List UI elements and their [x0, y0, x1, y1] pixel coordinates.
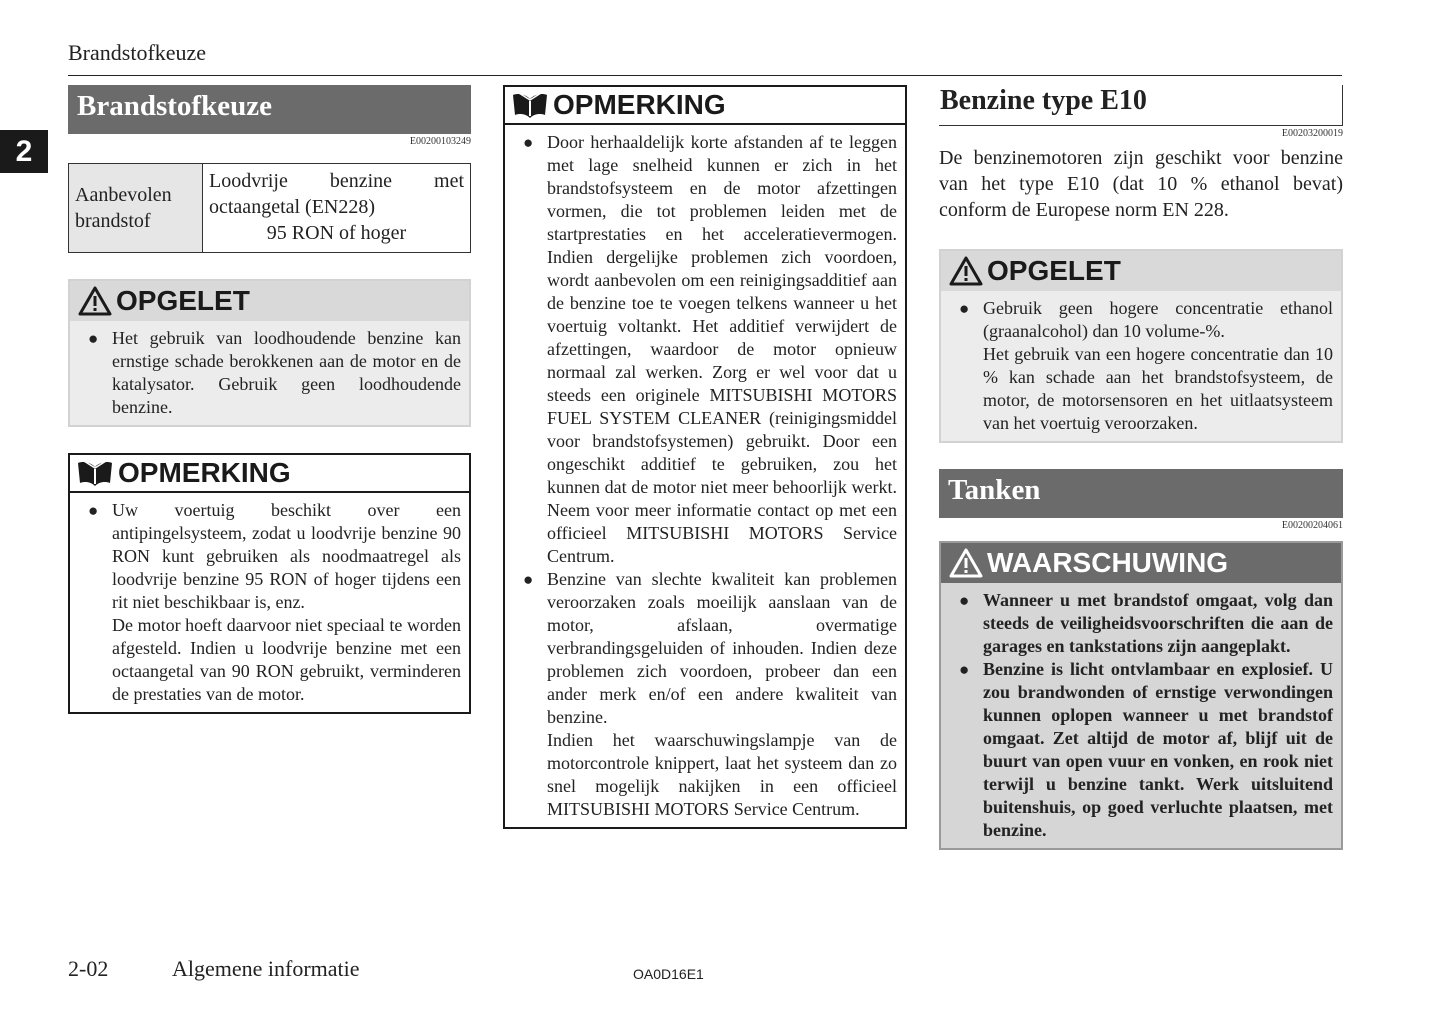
- e10-body-text: De benzinemotoren zijn geschikt voor benzine van het type E10 (dat 10 % ethanol bevat) conform de Europese norm EN 228.: [939, 147, 1343, 221]
- note-body: [70, 493, 469, 712]
- bullet-icon: ●: [523, 133, 534, 152]
- warning-triangle-icon: [78, 286, 112, 316]
- subsection-code: E00203200019: [1281, 128, 1343, 139]
- bullet-icon: ●: [88, 501, 99, 520]
- spec-value: [203, 164, 470, 252]
- bullet-text: Benzine is licht ontvlambaar en explosief. U zou brandwonden of ernstige verwondingen kunnen oplopen wanneer u met brandstof omgaat. Zet altijd de motor af, blijf uit de buurt van open vuur en vonken, en rook niet terwijl u benzine tankt. Werk uitsluitend buitenshuis, op goed verluchte plaatsen, met benzine.: [983, 659, 1333, 840]
- warning-body: [941, 583, 1341, 848]
- page-number: 2-02: [68, 956, 109, 981]
- note-title: OPMERKING: [118, 457, 291, 488]
- spec-value-line2: 95 RON of hoger: [266, 222, 407, 244]
- note-box: [503, 85, 907, 829]
- bullet-icon: ●: [88, 329, 99, 348]
- open-book-icon: [76, 459, 114, 487]
- section-code: E00200103249: [409, 136, 471, 147]
- list-item: [88, 327, 461, 419]
- running-head: Brandstofkeuze: [68, 40, 207, 65]
- list-item: [523, 568, 897, 821]
- column-1: [68, 85, 471, 714]
- bullet-text: Door herhaaldelijk korte afstanden af te leggen met lage snelheid kunnen er zich in het brandstofsysteem en de motor afzettingen vormen, die tot problemen leiden met de startprestaties en het acceleratievermogen. Indien dergelijke problemen zich voordoen, wordt aanbevolen om een reinigingsadditief aan de benzine toe te voegen telkens wanneer u het voertuig voltankt. Het additief verwijdert de afzettingen, waardoor de motor opnieuw normaal zal werken. Zorg er wel voor dat u steeds een originele MITSUBISHI MOTORS FUEL SYSTEM CLEANER (reinigingsmiddel voor brandstofsystemen) gebruikt. Door een ongeschikt additief te gebruiken, zou het kunnen dat de motor niet meer behoorlijk werkt. Neem voor meer informatie contact op met een officieel MITSUBISHI MOTORS Service Centrum.: [547, 132, 897, 566]
- caution-header: [941, 251, 1341, 291]
- caution-body: [70, 321, 469, 425]
- subsection-title-e10: Benzine type E10: [939, 85, 1343, 126]
- list-item: [959, 297, 1333, 435]
- note-box: [68, 453, 471, 714]
- caution-box: [68, 279, 471, 427]
- open-book-icon: [511, 91, 549, 119]
- bullet-text: Wanneer u met brandstof omgaat, volg dan steeds de veiligheidsvoorschriften die aan de garages en tankstations zijn aangeplakt.: [983, 590, 1333, 656]
- bullet-icon: ●: [959, 299, 970, 318]
- spec-value-line1: Loodvrije benzine met octaangetal (EN228): [209, 170, 464, 218]
- list-item: [959, 589, 1333, 658]
- warning-box: [939, 541, 1343, 850]
- caution-body: [941, 291, 1341, 441]
- note-header: [70, 455, 469, 493]
- fuel-spec-table: [68, 163, 471, 253]
- section-title-tanken: Tanken: [939, 469, 1343, 518]
- warning-triangle-icon: [949, 548, 983, 578]
- list-item: [959, 658, 1333, 842]
- list-item: [88, 499, 461, 706]
- bullet-paragraph: Indien het waarschuwingslampje van de motorcontrole knippert, laat het systeem dan zo snel mogelijk nakijken in een officieel MITSUBISHI MOTORS Service Centrum.: [547, 730, 897, 819]
- bullet-text: [112, 499, 461, 706]
- list-item: [523, 131, 897, 568]
- caution-header: [70, 281, 469, 321]
- bullet-paragraph: Benzine van slechte kwaliteit kan problemen veroorzaken zoals moeilijk aanslaan van de motor, afslaan, overmatige verbrandingsgeluiden of inhouden. Indien deze problemen zich voordoen, probeer dan een ander merk en/of een andere kwaliteit van benzine.: [547, 569, 897, 727]
- caution-title: OPGELET: [987, 255, 1121, 286]
- note-header: [505, 87, 905, 125]
- warning-title: WAARSCHUWING: [987, 547, 1229, 578]
- column-2: [503, 85, 907, 829]
- chapter-tab: 2: [0, 130, 48, 173]
- note-body: [505, 125, 905, 827]
- section-title-brandstofkeuze: Brandstofkeuze: [68, 85, 471, 134]
- column-3: [939, 85, 1343, 850]
- bullet-icon: ●: [959, 591, 970, 610]
- bullet-paragraph: Het gebruik van een hogere concentratie dan 10 % kan schade aan het brandstofsysteem, de motor, de motorsensoren en het uitlaatsysteem van het voertuig veroorzaken.: [983, 344, 1333, 433]
- bullet-paragraph: Uw voertuig beschikt over een antipingelsysteem, zodat u loodvrije benzine 90 RON kunt gebruiken als noodmaatregel als loodvrije benzine 95 RON of hoger tijdens een rit niet beschikbaar is, enz.: [112, 500, 461, 612]
- note-title: OPMERKING: [553, 89, 726, 120]
- bullet-text: [547, 568, 897, 821]
- caution-box: [939, 249, 1343, 443]
- spec-label: Aanbevolen brandstof: [69, 164, 203, 252]
- page-footer-title: Algemene informatie: [172, 956, 360, 981]
- bullet-text: Het gebruik van loodhoudende benzine kan ernstige schade berokkenen aan de motor en de katalysator. Gebruik geen loodhoudende benzine.: [112, 328, 461, 417]
- warning-header: [941, 543, 1341, 583]
- section-code: E00200204061: [1281, 520, 1343, 531]
- bullet-paragraph: De motor hoeft daarvoor niet speciaal te worden afgesteld. Indien u loodvrije benzine met een octaangetal van 90 RON gebruikt, verminderen de prestaties van de motor.: [112, 615, 461, 704]
- bullet-text: [983, 297, 1333, 435]
- document-code: OA0D16E1: [633, 966, 704, 982]
- warning-triangle-icon: [949, 256, 983, 286]
- bullet-icon: ●: [959, 660, 970, 679]
- bullet-icon: ●: [523, 570, 534, 589]
- caution-title: OPGELET: [116, 285, 250, 316]
- bullet-paragraph: Gebruik geen hogere concentratie ethanol (graanalcohol) dan 10 volume-%.: [983, 298, 1333, 341]
- header-rule: [68, 75, 1342, 76]
